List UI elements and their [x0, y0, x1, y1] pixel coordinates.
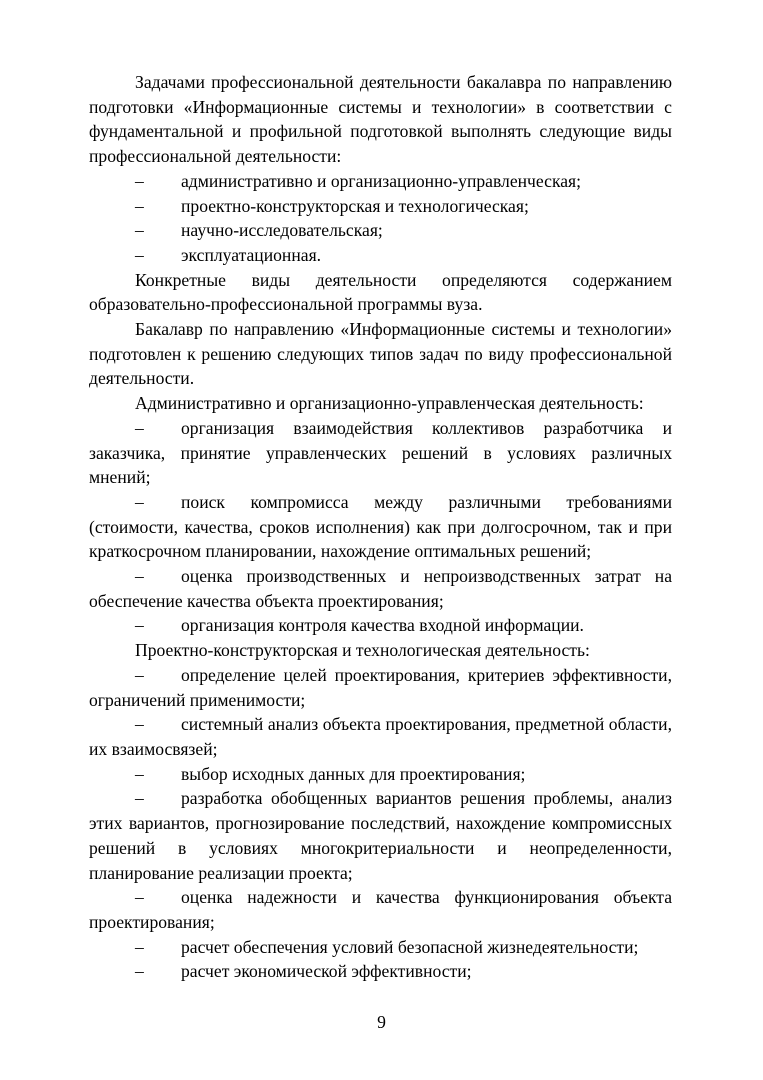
list-dash: – — [135, 936, 144, 957]
list-item — [89, 663, 672, 712]
design-heading: Проектно-конструкторская и технологическая деятельность: — [135, 640, 590, 661]
bachelor-paragraph: Бакалавр по направлению «Информационные системы и технологии» подготовлен к решению следующих типов задач по виду профессиональной деятельности. — [89, 319, 672, 389]
list-dash: – — [135, 714, 144, 735]
list-dash: – — [135, 220, 144, 241]
list-item — [89, 762, 672, 787]
list-item-text: системный анализ объекта проектирования, предметной области, их взаимосвязей; — [89, 714, 672, 759]
list-item — [89, 885, 672, 934]
list-item — [89, 564, 672, 613]
admin-heading: Административно и организационно-управленческая деятельность: — [135, 393, 644, 414]
list-item-text: оценка надежности и качества функционирования объекта проектирования; — [89, 887, 672, 932]
list-dash: – — [135, 664, 144, 685]
intro-paragraph: Задачами профессиональной деятельности бакалавра по направлению подготовки «Информационные системы и технологии» в соответствии с фундаментальной и профильной подготовкой выполнять следующие виды профессиональной деятельности: — [89, 72, 672, 167]
list-item — [89, 786, 672, 885]
list-dash: – — [135, 417, 144, 438]
list-dash: – — [135, 763, 144, 784]
list-dash: – — [135, 170, 144, 191]
list-item — [89, 935, 672, 960]
list-dash: – — [135, 195, 144, 216]
list-dash: – — [135, 566, 144, 587]
list-item-text: эксплуатационная. — [181, 244, 322, 265]
list-dash: – — [135, 788, 144, 809]
list-dash: – — [135, 491, 144, 512]
list-item-text: выбор исходных данных для проектирования; — [181, 763, 526, 784]
list-dash: – — [135, 615, 144, 636]
list-item-text: административно и организационно-управленческая; — [181, 170, 582, 191]
list-item-text: организация взаимодействия коллективов разработчика и заказчика, принятие управленческих решений в условиях различных мнений; — [89, 417, 672, 488]
list-item — [89, 712, 672, 761]
list-item-text: расчет обеспечения условий безопасной жизнедеятельности; — [181, 936, 639, 957]
list-item — [89, 613, 672, 638]
list-item — [89, 218, 672, 243]
list-item — [89, 959, 672, 984]
list-dash: – — [135, 887, 144, 908]
list-item-text: проектно-конструкторская и технологическая; — [181, 195, 529, 216]
list-dash: – — [135, 244, 144, 265]
list-item-text: определение целей проектирования, критериев эффективности, ограничений применимости; — [89, 664, 672, 710]
page-number: 9 — [377, 1012, 386, 1032]
document-page — [89, 70, 672, 984]
list-item — [89, 416, 672, 490]
list-item-text: расчет экономической эффективности; — [181, 961, 472, 982]
list-dash: – — [135, 961, 144, 982]
list-item-text: оценка производственных и непроизводственных затрат на обеспечение качества объекта проектирования; — [89, 566, 672, 611]
specific-activities-paragraph: Конкретные виды деятельности определяются содержанием образовательно-профессиональной программы вуза. — [89, 269, 672, 315]
list-item — [89, 490, 672, 564]
list-item — [89, 169, 672, 194]
list-item-text: организация контроля качества входной информации. — [181, 615, 584, 636]
list-item-text: поиск компромисса между различными требованиями (стоимости, качества, сроков исполнения) как при долгосрочном, так и при краткосрочном планировании, нахождение оптимальных решений; — [89, 491, 672, 562]
list-item — [89, 194, 672, 219]
list-item-text: научно-исследовательская; — [181, 220, 383, 241]
list-item — [89, 243, 672, 268]
list-item-text: разработка обобщенных вариантов решения проблемы, анализ этих вариантов, прогнозирование последствий, нахождение компромиссных решений в условиях многокритериальности и неопределенности, планирование реализации проекта; — [89, 788, 672, 883]
